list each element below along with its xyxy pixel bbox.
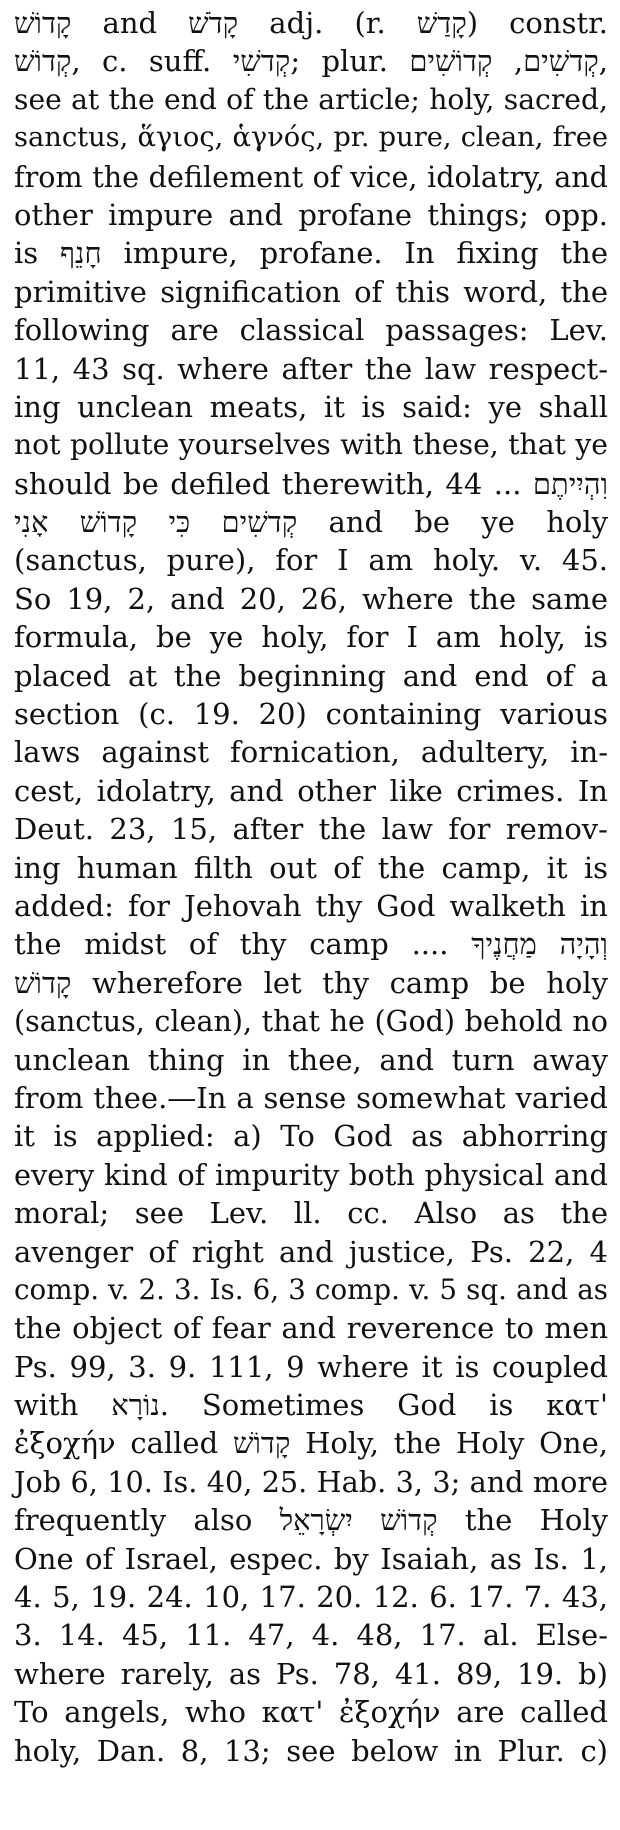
text-line-34: comp. v. 2. 3. Is. 6, 3 comp. v. 5 sq. and as [14,1272,608,1306]
text-line-25: the midst of thy camp .... וְהָיָה מַחֲנֶיךָ [14,927,608,962]
text-line-20: laws against fornication, adultery, in- [14,735,608,770]
text-line-28: unclean thing in thee, and turn away [14,1042,608,1077]
text-line-38: ἐξοχήν called קָדוֹשׁ Holy, the Holy One, [14,1426,608,1461]
text-line-3: see at the end of the article; holy, sacred, [14,82,608,116]
text-line-35: the object of fear and reverence to men [14,1311,608,1346]
text-line-32: moral; see Lev. ll. cc. Also as the [14,1196,608,1231]
text-line-18: placed at the beginning and end of a [14,658,608,693]
text-line-6: other impure and profane things; opp. [14,197,608,232]
text-line-41: One of Israel, espec. by Isaiah, as Is. 1, [14,1541,608,1576]
text-line-9: following are classical passages: Lev. [14,313,608,348]
text-line-8: primitive signification of this word, the [14,274,608,309]
text-line-39: Job 6, 10. Is. 40, 25. Hab. 3, 3; and more [14,1464,608,1499]
text-line-14: קְדשִׁים כִּי קָדוֹשׁ אָנִי and be ye holy [14,505,608,540]
text-line-45: To angels, who κατ' ἐξοχήν are called [14,1695,608,1730]
text-line-26: קָדוֹשׁ wherefore let thy camp be holy [14,965,608,1000]
text-line-15: (sanctus, pure), for I am holy. v. 45. [14,543,608,578]
text-line-30: it is applied: a) To God as abhorring [14,1119,608,1154]
text-line-19: section (c. 19. 20) containing various [14,697,608,732]
text-line-36: Ps. 99, 3. 9. 111, 9 where it is coupled [14,1349,608,1384]
text-line-40: frequently also קְדוֹשׁ יִשְׂרָאֵל the Holy [14,1503,608,1538]
text-line-17: formula, be ye holy, for I am holy, is [14,620,608,655]
text-line-16: So 19, 2, and 20, 26, where the same [14,581,608,616]
text-line-4: sanctus, ἅγιος, ἁγνός, pr. pure, clean, free [14,122,608,154]
text-line-5: from the defilement of vice, idolatry, and [14,159,608,194]
text-line-13: should be defiled therewith, 44 ... וִהְיִיתֶם [14,466,608,501]
text-line-11: ing unclean meats, it is said: ye shall [14,389,608,424]
text-line-43: 3. 14. 45, 11. 47, 4. 48, 17. al. Else- [14,1618,608,1653]
text-line-21: cest, idolatry, and other like crimes. In [14,773,608,808]
text-line-33: avenger of right and justice, Ps. 22, 4 [14,1234,608,1269]
text-line-7: is חָנֵף impure, profane. In fixing the [14,236,608,271]
text-line-29: from thee.—In a sense somewhat varied [14,1080,608,1115]
text-line-31: every kind of impurity both physical and [14,1157,608,1192]
text-line-24: added: for Jehovah thy God walketh in [14,888,608,923]
text-line-1: קָדוֹשׁ and קָדֹשׁ adj. (r. קָדַשׁ) constr. [14,6,608,40]
lexicon-entry-text [14,4,608,1770]
text-line-42: 4. 5, 19. 24. 10, 17. 20. 12. 6. 17. 7. 43, [14,1580,608,1615]
text-line-2: קְדוֹשׁ, c. suff. קְדשִׁי; plur. קְדשִׁים, קְדוֹשִׁים, [14,44,608,79]
text-line-22: Deut. 23, 15, after the law for remov- [14,812,608,847]
text-line-27: (sanctus, clean), that he (God) behold no [14,1004,608,1039]
text-line-37: with נוֹרָא. Sometimes God is κατ' [14,1388,608,1423]
text-line-10: 11, 43 sq. where after the law respect- [14,351,608,386]
text-line-12: not pollute yourselves with these, that ye [14,428,608,462]
text-line-44: where rarely, as Ps. 78, 41. 89, 19. b) [14,1656,608,1691]
text-line-46: holy, Dan. 8, 13; see below in Plur. c) [14,1733,608,1768]
text-line-23: ing human filth out of the camp, it is [14,850,608,885]
